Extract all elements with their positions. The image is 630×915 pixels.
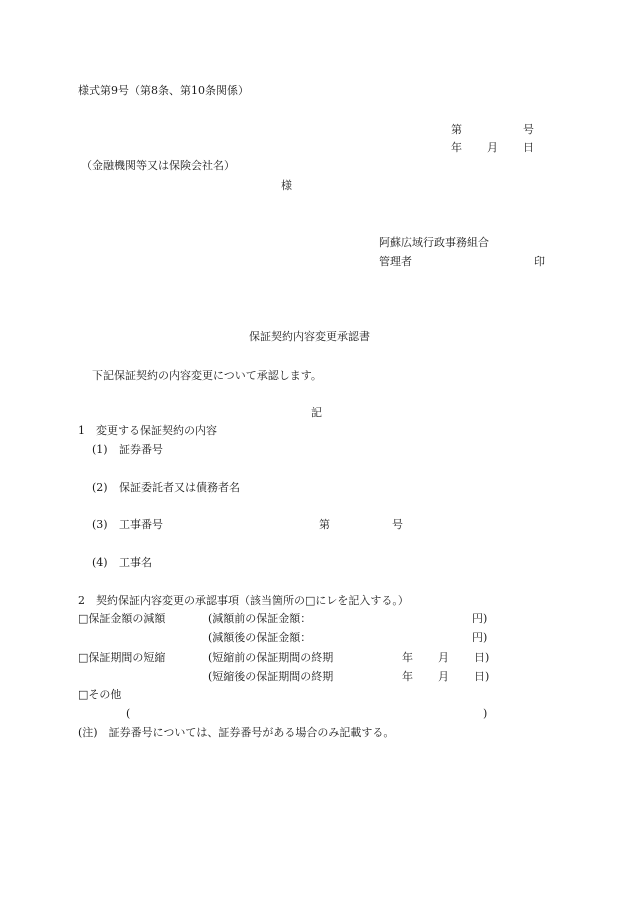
addressee-name: （金融機関等又は保険会社名） (81, 159, 235, 172)
date-year: 年 (451, 141, 462, 154)
item3-label: 工事番号 (119, 518, 163, 531)
shortening-before: (短縮前の保証期間の終期 (208, 651, 334, 664)
shortening-before-day: 日) (474, 651, 490, 664)
reduction-after: (減額後の保証金額： (208, 631, 312, 644)
item3-number: (3) (92, 518, 108, 531)
section2-heading: 2 契約保証内容変更の承認事項（該当箇所の□にレを記入する。） (78, 594, 409, 607)
shortening-before-month: 月 (438, 651, 449, 664)
item1-label: 証券番号 (119, 443, 163, 456)
issuer-title: 管理者 (379, 255, 412, 268)
other-label: □その他 (78, 688, 122, 701)
shortening-before-year: 年 (402, 651, 413, 664)
other-close-paren: ) (483, 707, 488, 720)
reduction-before-unit: 円) (472, 612, 488, 625)
addressee-honorific: 様 (281, 179, 292, 192)
reduction-before: (減額前の保証金額： (208, 612, 312, 625)
ki-heading: 記 (311, 406, 322, 419)
shortening-after-year: 年 (402, 670, 413, 683)
issuer-seal: 印 (534, 255, 545, 268)
reduction-after-unit: 円) (472, 631, 488, 644)
shortening-after-day: 日) (474, 670, 490, 683)
doc-number-prefix: 第 (451, 123, 462, 136)
shortening-label: □保証期間の短縮 (78, 651, 166, 664)
doc-number-suffix: 号 (523, 123, 534, 136)
shortening-after: (短縮後の保証期間の終期 (208, 670, 334, 683)
document-title: 保証契約内容変更承認書 (249, 330, 370, 343)
item3-suffix: 号 (392, 518, 403, 531)
item4-number: (4) (92, 556, 108, 569)
item1-number: (1) (92, 443, 108, 456)
item3-prefix: 第 (319, 518, 330, 531)
shortening-after-month: 月 (438, 670, 449, 683)
item2-number: (2) (92, 481, 108, 494)
reduction-label: □保証金額の減額 (78, 612, 166, 625)
other-open-paren: ( (126, 707, 131, 720)
section1-heading: 1 変更する保証契約の内容 (78, 424, 217, 437)
item2-label: 保証委託者又は債務者名 (119, 481, 240, 494)
issuer-organization: 阿蘇広域行政事務組合 (379, 236, 489, 249)
item4-label: 工事名 (119, 556, 152, 569)
footnote: (注) 証券番号については、証券番号がある場合のみ記載する。 (78, 726, 395, 739)
date-month: 月 (487, 141, 498, 154)
intro-text: 下記保証契約の内容変更について承認します。 (92, 369, 322, 382)
date-day: 日 (523, 141, 534, 154)
form-number: 様式第9号（第8条、第10条関係） (78, 84, 249, 97)
